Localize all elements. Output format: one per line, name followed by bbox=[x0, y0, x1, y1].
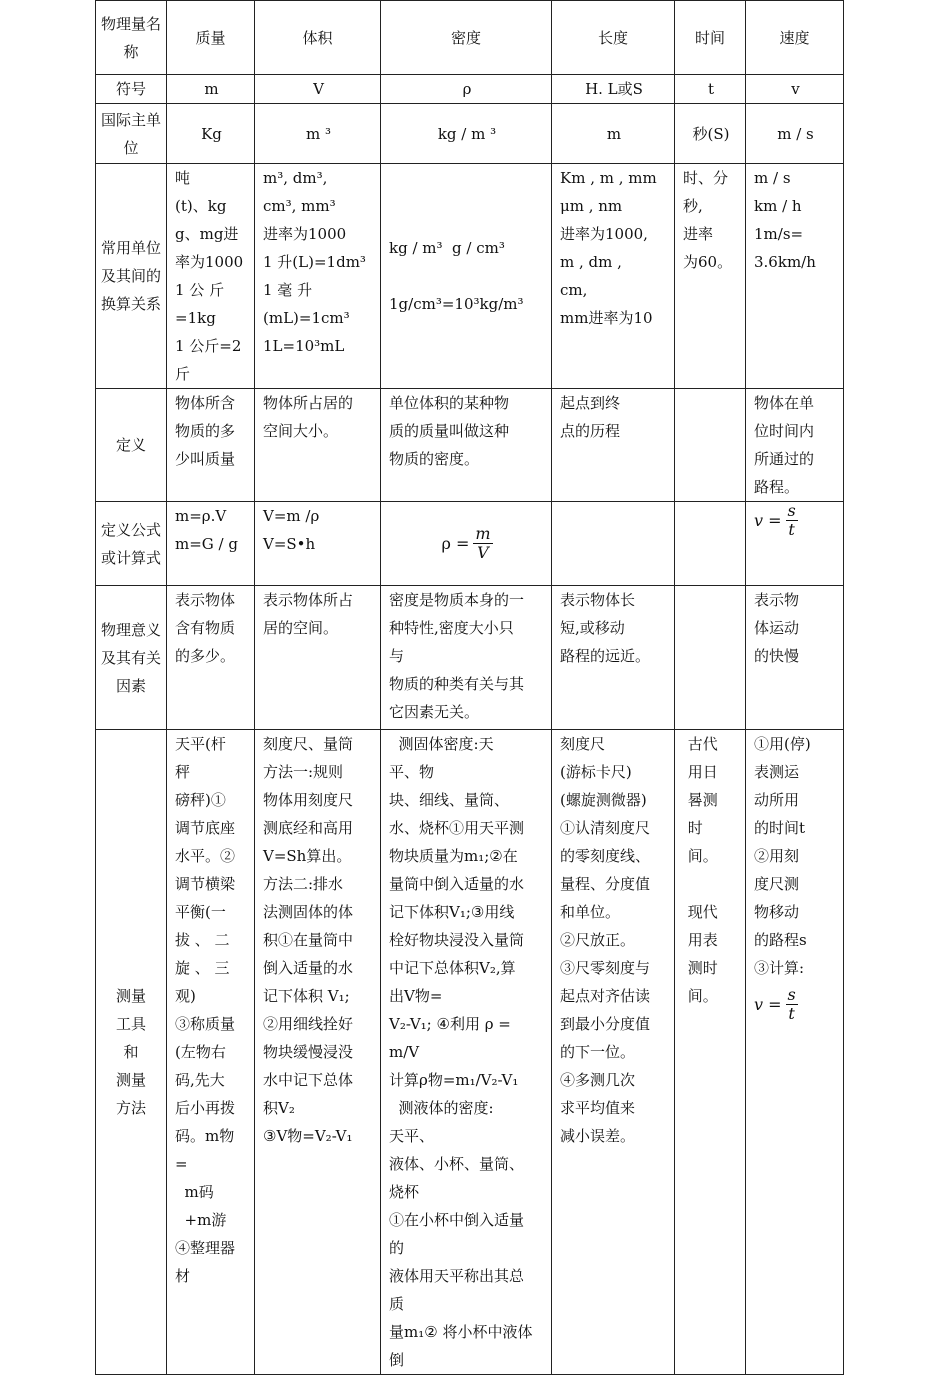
meaning-time bbox=[675, 586, 746, 730]
formula-volume bbox=[255, 502, 381, 586]
definition-volume bbox=[255, 389, 381, 502]
text-line: 3.6km/h bbox=[754, 253, 816, 271]
text-line: 度尺测 bbox=[754, 875, 800, 893]
text-line: mm进率为10 bbox=[560, 309, 653, 327]
definition-label: 定义 bbox=[96, 389, 167, 502]
text-line: ③尺零刻度与 bbox=[560, 959, 651, 977]
definition-length bbox=[552, 389, 675, 502]
common-units-label: 常用单位及其间的换算关系 bbox=[96, 164, 167, 389]
text-line: 用表 bbox=[683, 931, 718, 949]
text-line: 吨 bbox=[175, 169, 191, 187]
symbol-volume: V bbox=[255, 75, 381, 104]
text-line: g、mg进 bbox=[175, 225, 239, 243]
text-line: 1m/s= bbox=[754, 225, 804, 243]
text-line: 质 bbox=[389, 1295, 405, 1313]
header-row bbox=[96, 1, 844, 75]
text-line: 物质的种类有关与其 bbox=[389, 675, 525, 693]
text-line: ③称质量 bbox=[175, 1015, 236, 1033]
text-line: 与 bbox=[389, 647, 405, 665]
text-line: 刻度尺、量筒 bbox=[263, 735, 354, 753]
text-line: 物质的密度。 bbox=[389, 450, 480, 468]
text-line: 1 公 斤 bbox=[175, 281, 225, 299]
symbol-length: H. L或S bbox=[552, 75, 675, 104]
text-line: (左物右 bbox=[175, 1043, 226, 1061]
text-line: 量m₁② 将小杯中液体 bbox=[389, 1323, 533, 1341]
text-line: 拔 、 二 bbox=[175, 931, 230, 949]
speed-denominator: t bbox=[788, 520, 795, 539]
symbol-mass: m bbox=[167, 75, 255, 104]
measurement-density bbox=[381, 730, 552, 1375]
text-line: ①在小杯中倒入适量 bbox=[389, 1211, 525, 1229]
si-unit-speed: m / s bbox=[746, 104, 844, 164]
definition-row bbox=[96, 389, 844, 502]
text-line: 到最小分度值 bbox=[560, 1015, 651, 1033]
symbol-label: 符号 bbox=[96, 75, 167, 104]
text-line: ③V物=V₂-V₁ bbox=[263, 1127, 353, 1145]
text-line: 物移动 bbox=[754, 903, 800, 921]
text-line: 平、物 bbox=[389, 763, 435, 781]
text-line: 液体、小杯、量筒、 bbox=[389, 1155, 525, 1173]
text-line: 的路程s bbox=[754, 931, 807, 949]
text-line: cm³, mm³ bbox=[263, 197, 336, 215]
formula-mass bbox=[167, 502, 255, 586]
text-line: V₂-V₁; ④利用 ρ = bbox=[389, 1015, 511, 1033]
measurement-speed-text bbox=[754, 730, 837, 982]
text-line: 晷测 bbox=[683, 791, 718, 809]
text-line: 居的空间。 bbox=[263, 619, 339, 637]
text-line: 测时 bbox=[683, 959, 718, 977]
text-line: 短,或移动 bbox=[560, 619, 625, 637]
density-fraction bbox=[473, 525, 492, 562]
text-line: 密度是物质本身的一 bbox=[389, 591, 525, 609]
common-units-volume bbox=[255, 164, 381, 389]
text-line: 表示物体 bbox=[175, 591, 236, 609]
text-line: 观) bbox=[175, 987, 196, 1005]
symbol-density: ρ bbox=[381, 75, 552, 104]
text-line: 物体在单 bbox=[754, 394, 815, 412]
text-line: 的快慢 bbox=[754, 647, 800, 665]
text-line: 现代 bbox=[683, 903, 718, 921]
definition-mass bbox=[167, 389, 255, 502]
text-line: 倒入适量的水 bbox=[263, 959, 354, 977]
formula-density bbox=[381, 502, 552, 586]
text-line: ①认清刻度尺 bbox=[560, 819, 651, 837]
text-line: ②用刻 bbox=[754, 847, 800, 865]
text-line: 物体用刻度尺 bbox=[263, 791, 354, 809]
symbol-speed: v bbox=[746, 75, 844, 104]
common-units-row bbox=[96, 164, 844, 389]
text-line: 法测固体的体 bbox=[263, 903, 354, 921]
text-line: 工具 bbox=[115, 1015, 146, 1033]
text-line: 方法一:规则 bbox=[263, 763, 344, 781]
text-line: =1kg bbox=[175, 309, 216, 327]
speed-numerator-2: s bbox=[787, 985, 796, 1004]
text-line: ①用(停) bbox=[754, 735, 811, 753]
text-line: +m游 bbox=[175, 1211, 227, 1229]
text-line: Km , m , mm bbox=[560, 169, 657, 187]
definition-density bbox=[381, 389, 552, 502]
text-line: 1 毫 升 bbox=[263, 281, 313, 299]
formula-time bbox=[675, 502, 746, 586]
text-line: 的多少。 bbox=[175, 647, 236, 665]
text-line: km / h bbox=[754, 197, 802, 215]
text-line: 物质的多 bbox=[175, 422, 236, 440]
text-line: V=Sh算出。 bbox=[263, 847, 352, 865]
header-time: 时间 bbox=[675, 1, 746, 75]
text-line: m/V bbox=[389, 1043, 420, 1061]
text-line: 积①在量筒中 bbox=[263, 931, 354, 949]
text-line: (游标卡尺) bbox=[560, 763, 632, 781]
text-line: 所通过的 bbox=[754, 450, 815, 468]
text-line: 物块质量为m₁;②在 bbox=[389, 847, 518, 865]
text-line: m , dm , bbox=[560, 253, 622, 271]
text-line: 记下体积 V₁; bbox=[263, 987, 350, 1005]
text-line: 后小再拨 bbox=[175, 1099, 236, 1117]
text-line: = bbox=[175, 1155, 188, 1173]
text-line: 水中记下总体 bbox=[263, 1071, 354, 1089]
text-line: 天平、 bbox=[389, 1127, 435, 1145]
physics-quantities-table bbox=[95, 0, 844, 1375]
text-line: ②尺放正。 bbox=[560, 931, 636, 949]
text-line: 调节底座 bbox=[175, 819, 236, 837]
text-line: 的下一位。 bbox=[560, 1043, 636, 1061]
text-line: 液体用天平称出其总 bbox=[389, 1267, 525, 1285]
text-line: 计算ρ物=m₁/V₂-V₁ bbox=[389, 1071, 519, 1089]
text-line: 栓好物块浸没入量筒 bbox=[389, 931, 525, 949]
density-numerator: m bbox=[475, 524, 491, 543]
text-line: 含有物质 bbox=[175, 619, 236, 637]
text-line: 1 升(L)=1dm³ bbox=[263, 253, 366, 271]
symbol-time: t bbox=[675, 75, 746, 104]
header-mass: 质量 bbox=[167, 1, 255, 75]
text-line: 空间大小。 bbox=[263, 422, 339, 440]
text-line: 测量 bbox=[115, 987, 146, 1005]
text-line: 表示物 bbox=[754, 591, 800, 609]
speed-formula-lhs: v = bbox=[754, 510, 782, 530]
text-line: 平衡(一 bbox=[175, 903, 226, 921]
text-line: 间。 bbox=[683, 847, 718, 865]
definition-speed bbox=[746, 389, 844, 502]
text-line: 起点对齐估读 bbox=[560, 987, 651, 1005]
text-line: 体运动 bbox=[754, 619, 800, 637]
speed-formula bbox=[754, 502, 798, 539]
measurement-row bbox=[96, 730, 844, 1375]
text-line: m / s bbox=[754, 169, 791, 187]
text-line: 测固体密度:天 bbox=[389, 735, 494, 753]
meaning-density bbox=[381, 586, 552, 730]
si-unit-row bbox=[96, 104, 844, 164]
text-line: ③计算: bbox=[754, 959, 805, 977]
common-units-length bbox=[552, 164, 675, 389]
text-line: 表示物体长 bbox=[560, 591, 636, 609]
text-line: 种特性,密度大小只 bbox=[389, 619, 514, 637]
density-formula-lhs: ρ = bbox=[441, 533, 470, 553]
text-line: 它因素无关。 bbox=[389, 703, 480, 721]
common-units-speed bbox=[746, 164, 844, 389]
text-line: 单位体积的某种物 bbox=[389, 394, 510, 412]
common-units-time bbox=[675, 164, 746, 389]
measurement-length bbox=[552, 730, 675, 1375]
text-line: 水平。② bbox=[175, 847, 236, 865]
text-line: ④多测几次 bbox=[560, 1071, 636, 1089]
meaning-length bbox=[552, 586, 675, 730]
text-line: 和单位。 bbox=[560, 903, 621, 921]
si-unit-label: 国际主单位 bbox=[96, 104, 167, 164]
text-line: 码,先大 bbox=[175, 1071, 225, 1089]
text-line: 起点到终 bbox=[560, 394, 621, 412]
text-line: 物块缓慢浸没 bbox=[263, 1043, 354, 1061]
text-line: 测量 bbox=[115, 1071, 146, 1089]
speed-formula-2 bbox=[754, 986, 798, 1023]
text-line: 物体所占居的 bbox=[263, 394, 354, 412]
text-line: kg / m³ g / cm³ bbox=[389, 239, 505, 257]
text-line: 块、细线、量筒、 bbox=[389, 791, 510, 809]
text-line: (螺旋测微器) bbox=[560, 791, 647, 809]
text-line: 1L=10³mL bbox=[263, 337, 345, 355]
common-units-mass bbox=[167, 164, 255, 389]
text-line: 位时间内 bbox=[754, 422, 815, 440]
measurement-volume bbox=[255, 730, 381, 1375]
text-line: 点的历程 bbox=[560, 422, 621, 440]
header-length: 长度 bbox=[552, 1, 675, 75]
text-line: m码 bbox=[175, 1183, 214, 1201]
text-line: V=m /ρ bbox=[263, 507, 320, 525]
text-line: ②用细线拴好 bbox=[263, 1015, 354, 1033]
text-line: 进率 bbox=[683, 225, 714, 243]
text-line: (mL)=1cm³ bbox=[263, 309, 350, 327]
definition-time bbox=[675, 389, 746, 502]
text-line: 倒 bbox=[389, 1351, 405, 1369]
text-line bbox=[683, 870, 739, 898]
measurement-label bbox=[96, 730, 167, 1375]
text-line: 调节横梁 bbox=[175, 875, 236, 893]
text-line: 量筒中倒入适量的水 bbox=[389, 875, 525, 893]
text-line: 方法二:排水 bbox=[263, 875, 344, 893]
text-line: 少叫质量 bbox=[175, 450, 236, 468]
text-line: 减小误差。 bbox=[560, 1127, 636, 1145]
speed-fraction-2 bbox=[786, 986, 798, 1023]
text-line: 的 bbox=[389, 1239, 405, 1257]
symbol-row bbox=[96, 75, 844, 104]
text-line: 进率为1000, bbox=[560, 225, 648, 243]
si-unit-density: kg / m ³ bbox=[381, 104, 552, 164]
text-line: 用日 bbox=[683, 763, 718, 781]
text-line: 测液体的密度: bbox=[389, 1099, 494, 1117]
text-line: 质的质量叫做这种 bbox=[389, 422, 510, 440]
header-volume: 体积 bbox=[255, 1, 381, 75]
text-line bbox=[389, 262, 545, 290]
text-line: 码。m物 bbox=[175, 1127, 235, 1145]
text-line: μm , nm bbox=[560, 197, 623, 215]
text-line: 旋 、 三 bbox=[175, 959, 230, 977]
text-line: m³, dm³, bbox=[263, 169, 328, 187]
text-line: m=G / g bbox=[175, 535, 238, 553]
text-line: 古代 bbox=[683, 735, 718, 753]
text-line: V=S•h bbox=[263, 535, 316, 553]
measurement-time bbox=[675, 730, 746, 1375]
text-line: 方法 bbox=[115, 1099, 146, 1117]
text-line: 秒, bbox=[683, 197, 703, 215]
text-line: 积V₂ bbox=[263, 1099, 295, 1117]
text-line: 量程、分度值 bbox=[560, 875, 651, 893]
text-line: 记下体积V₁;③用线 bbox=[389, 903, 515, 921]
formula-label: 定义公式或计算式 bbox=[96, 502, 167, 586]
text-line: 水、烧杯①用天平测 bbox=[389, 819, 525, 837]
text-line: m=ρ.V bbox=[175, 507, 227, 525]
text-line: 路程的远近。 bbox=[560, 647, 651, 665]
text-line: 斤 bbox=[175, 365, 191, 383]
text-line: 的零刻度线、 bbox=[560, 847, 651, 865]
text-line: 表示物体所占 bbox=[263, 591, 354, 609]
meaning-row bbox=[96, 586, 844, 730]
text-line: 为60。 bbox=[683, 253, 733, 271]
text-line: 进率为1000 bbox=[263, 225, 347, 243]
meaning-volume bbox=[255, 586, 381, 730]
text-line: 1g/cm³=10³kg/m³ bbox=[389, 295, 524, 313]
speed-numerator: s bbox=[787, 501, 796, 520]
si-unit-time: 秒(S) bbox=[675, 104, 746, 164]
text-line: 路程。 bbox=[754, 478, 800, 496]
text-line: 间。 bbox=[683, 987, 718, 1005]
text-line: 1 公斤=2 bbox=[175, 337, 242, 355]
header-density: 密度 bbox=[381, 1, 552, 75]
text-line: 时、分 bbox=[683, 169, 729, 187]
measurement-speed bbox=[746, 730, 844, 1375]
text-line: 物体所含 bbox=[175, 394, 236, 412]
text-line: cm, bbox=[560, 281, 588, 299]
text-line: 的时间t bbox=[754, 819, 806, 837]
formula-length bbox=[552, 502, 675, 586]
density-formula bbox=[441, 525, 492, 562]
meaning-speed bbox=[746, 586, 844, 730]
text-line: 出V物= bbox=[389, 987, 443, 1005]
formula-speed bbox=[746, 502, 844, 586]
si-unit-volume: m ³ bbox=[255, 104, 381, 164]
text-line: 和 bbox=[123, 1043, 139, 1061]
text-line: 材 bbox=[175, 1267, 191, 1285]
text-line: 测底经和高用 bbox=[263, 819, 354, 837]
text-line: 刻度尺 bbox=[560, 735, 606, 753]
speed-denominator-2: t bbox=[788, 1004, 795, 1023]
meaning-label: 物理意义及其有关因素 bbox=[96, 586, 167, 730]
header-name: 物理量名称 bbox=[96, 1, 167, 75]
text-line: 率为1000 bbox=[175, 253, 244, 271]
si-unit-mass: Kg bbox=[167, 104, 255, 164]
si-unit-length: m bbox=[552, 104, 675, 164]
text-line: ④整理器 bbox=[175, 1239, 236, 1257]
speed-formula-2-lhs: v = bbox=[754, 994, 782, 1014]
text-line: 秤 bbox=[175, 763, 191, 781]
text-line: 动所用 bbox=[754, 791, 800, 809]
meaning-mass bbox=[167, 586, 255, 730]
header-speed: 速度 bbox=[746, 1, 844, 75]
text-line: 表测运 bbox=[754, 763, 800, 781]
measurement-mass bbox=[167, 730, 255, 1375]
text-line: 中记下总体积V₂,算 bbox=[389, 959, 516, 977]
text-line: 磅秤)① bbox=[175, 791, 226, 809]
density-denominator: V bbox=[477, 543, 489, 562]
speed-fraction bbox=[786, 502, 798, 539]
formula-row bbox=[96, 502, 844, 586]
text-line: (t)、kg bbox=[175, 197, 227, 215]
common-units-density bbox=[381, 164, 552, 389]
text-line: 烧杯 bbox=[389, 1183, 420, 1201]
text-line: 求平均值来 bbox=[560, 1099, 636, 1117]
text-line: 天平(杆 bbox=[175, 735, 226, 753]
text-line: 时 bbox=[683, 819, 703, 837]
